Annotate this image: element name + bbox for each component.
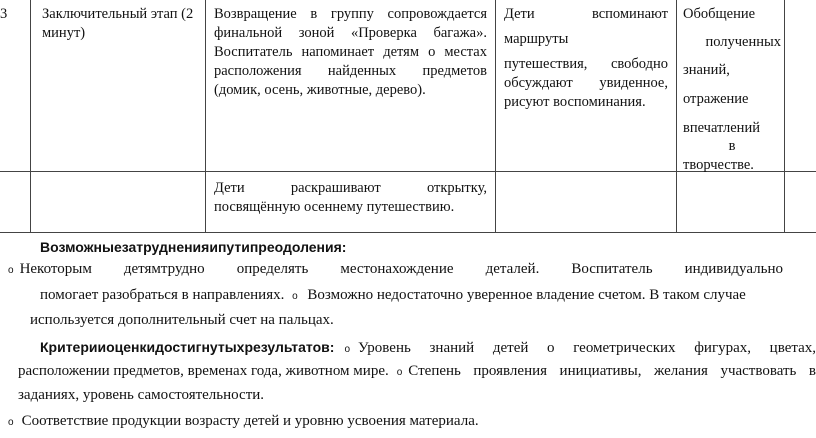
criteria-text: Соответствие продукции возрасту детей и уровню усвоения материала. — [21, 413, 479, 429]
bullet-icon: o — [292, 291, 298, 302]
result-line: впечатлений — [683, 120, 760, 136]
criteria-line-1 — [40, 337, 816, 360]
children-line-rest: путешествия, свободно обсуждают увиденное, рисуют воспоминания. — [504, 56, 668, 110]
criteria-line-2 — [18, 361, 816, 383]
children-word: Дети — [504, 6, 535, 22]
bullet-icon: o — [8, 417, 14, 428]
criteria-line-4 — [8, 411, 479, 433]
criteria-heading: Критерииоценкидостигнутыхрезультатов: — [40, 339, 335, 355]
bullet-icon: o — [344, 344, 350, 355]
children-word: вспоминают — [591, 6, 668, 22]
criteria-text: Уровень знаний детей о геометрических фигурах, цветах, — [358, 340, 816, 356]
table-border — [784, 0, 785, 233]
difficulty-text — [20, 259, 783, 279]
result-line: отражение — [683, 91, 749, 107]
result-line: знаний, — [683, 62, 730, 78]
word: деталей. — [485, 261, 540, 277]
criteria-text: Степень проявления инициативы, желания участвовать в — [408, 363, 816, 379]
difficulty-text: Возможно недостаточно уверенное владение счетом. В таком случае — [307, 287, 746, 303]
word: индивидуально — [684, 261, 783, 277]
result-line: творчестве. — [683, 157, 754, 173]
difficulty-line-3: используется дополнительный счет на пальцах. — [30, 312, 334, 328]
criteria-text: расположении предметов, временах года, животном мире. — [18, 363, 389, 379]
result-line: Обобщение — [683, 6, 756, 22]
children-line-2: маршруты — [504, 31, 569, 47]
difficulties-heading: Возможныезатрудненияипутипреодоления: — [40, 239, 347, 255]
table-border — [0, 232, 816, 233]
difficulty-text: помогает разобраться в направлениях. — [40, 287, 285, 303]
word: местонахождение — [340, 261, 454, 277]
bullet-icon: o — [396, 367, 403, 378]
teacher-activity: Возвращение в группу сопровождается финальной зоной «Проверка багажа». Воспитатель напоминает детям о местах расположения найденных предметов (домик, осень, животные, дерево). — [214, 6, 487, 98]
row-number: 3 — [0, 6, 8, 22]
bullet-icon: o — [8, 265, 14, 276]
word: Воспитатель — [571, 261, 653, 277]
teacher-activity-2: Дети раскрашивают открытку, посвящённую осеннему путешествию. — [214, 180, 487, 215]
result-line: полученных — [705, 34, 781, 50]
difficulty-line-2 — [40, 285, 746, 307]
result-line: в — [728, 138, 736, 154]
stage-name: Заключительный этап (2 минут) — [42, 6, 194, 41]
word: Некоторым — [19, 261, 92, 277]
children-line-1 — [504, 5, 668, 24]
criteria-line-3: заданиях, уровень самостоятельности. — [18, 387, 265, 403]
word: определять — [236, 261, 309, 277]
children-activity — [496, 5, 676, 112]
result-cell — [677, 5, 784, 175]
table-border — [30, 0, 31, 233]
word: детямтрудно — [123, 261, 205, 277]
difficulty-item-1 — [8, 259, 783, 281]
